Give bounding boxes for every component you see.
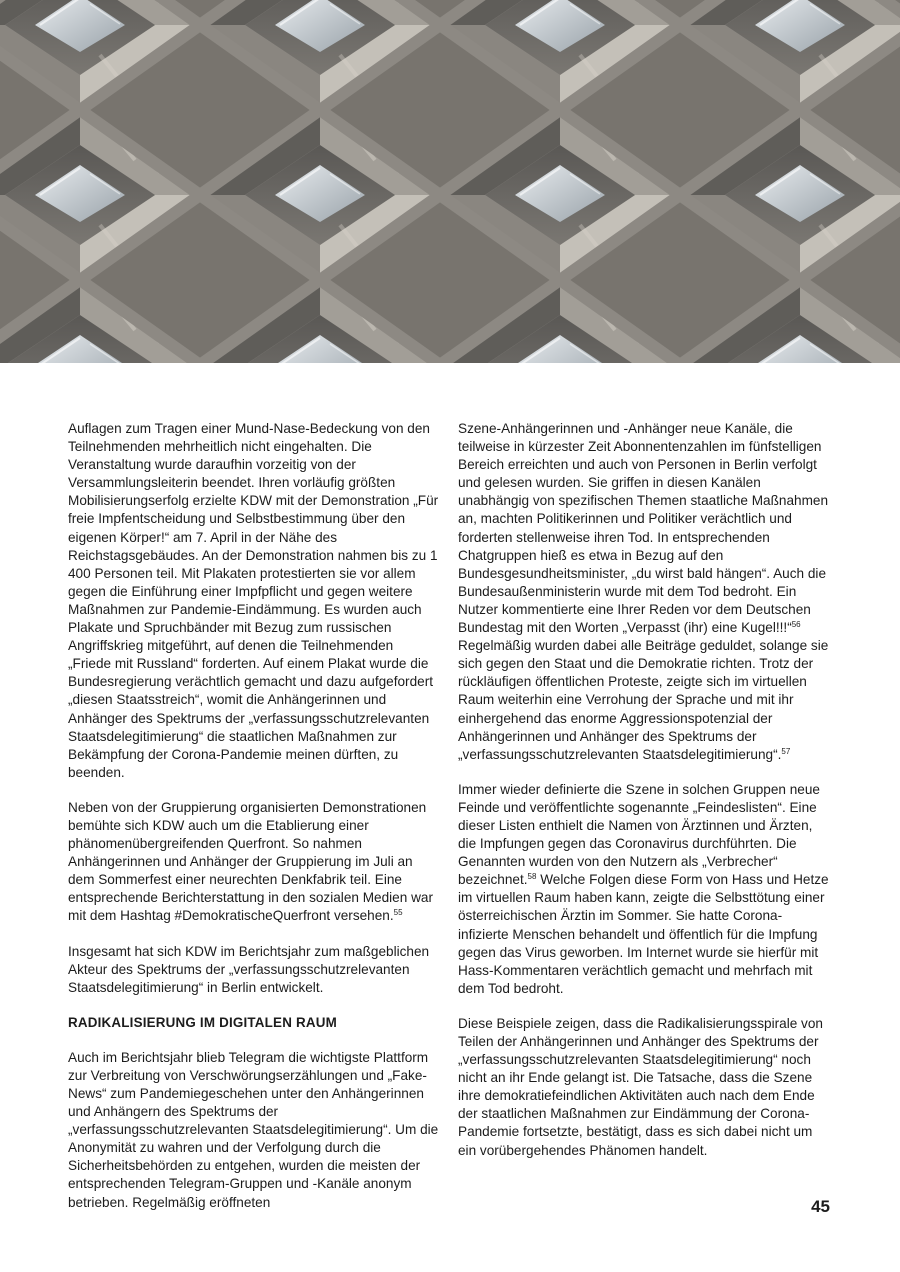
paragraph: Auflagen zum Tragen einer Mund-Nase-Bedeckung von den Teilnehmenden mehrheitlich nicht eingehalten. Die Veranstaltung wurde daraufhin vorzeitig von der Versammlungsleiterin beendet. Ihren vorläufig größten Mobilisierungserfolg erzielte KDW mit der Demonstration „Für freie Impfentscheidung und Selbstbestimmung über den eigenen Körper!“ am 7. April in der Nähe des Reichstagsgebäudes. An der Demonstration nahmen bis zu 1 400 Personen teil. Mit Plakaten protestierten sie vor allem gegen die Einführung einer Impfpflicht und gegen weitere Maßnahmen zur Pandemie-Eindämmung. Es wurden auch Plakate und Spruchbänder mit Bezug zum russischen Angriffskrieg mitgeführt, auf denen die Teilnehmenden „Friede mit Russland“ forderten. Auf einem Plakat wurde die Bundesregierung verächtlich gemacht und dazu aufgefordert „diesen Staatsstreich“, womit die Anhängerinnen und Anhänger des Spektrums der „verfassungsschutzrelevanten Staatsdelegitimierung“ die staatlichen Maßnahmen zur Bekämpfung der Corona-Pandemie meinen dürften, zu beenden.	[68, 421, 439, 780]
page-number: 45	[811, 1197, 830, 1216]
paragraph: Diese Beispiele zeigen, dass die Radikalisierungsspirale von Teilen der Anhängerinnen und Anhänger des Spektrums der „verfassungsschutzrelevanten Staatsdelegitimierung“ noch nicht an ihr Ende gelangt ist. Die Tatsache, dass die Szene ihre demokratiefeindlichen Aktivitäten auch nach dem Ende der staatlichen Maßnahmen zur Eindämmung der Corona-Pandemie fortsetzte, bestätigt, dass es sich dabei nicht um ein vorübergehendes Phänomen handelt.	[458, 1015, 823, 1158]
footnote-ref: 57	[781, 746, 791, 756]
right-column	[458, 420, 830, 1177]
paragraph: Immer wieder definierte die Szene in solchen Gruppen neue Feinde und veröffentlichte sogenannte „Feindeslisten“. Eine dieser Listen enthielt die Namen von Ärztinnen und Ärzten, die Impfungen gegen das Coronavirus durchführten. Die Genannten wurden von den Nutzern als „Verbrecher“ bezeichnet.$^{58}$ Welche Folgen diese Form von Hass und Hetze im virtuellen Raum haben kann, zeigte die Selbsttötung einer österreichischen Ärztin im Sommer. Sie hatte Corona-infizierte Menschen behandelt und öffentlich für die Impfung gegen das Virus geworben. Im Internet wurde sie hierfür mit Hass-Kommentaren verächtlich gemacht und mehrfach mit dem Tod bedroht.	[458, 781, 829, 996]
footnote-ref: 58	[527, 872, 537, 882]
hero-photo	[0, 0, 900, 363]
paragraph: Auch im Berichtsjahr blieb Telegram die wichtigste Plattform zur Verbreitung von Verschwörungserzählungen und „Fake-News“ zum Pandemiegeschehen unter den Anhängerinnen und Anhängern des Spektrums der „verfassungsschutzrelevanten Staatsdelegitimierung“. Um die Anonymität zu wahren und der Verfolgung durch die Sicherheitsbehörden zu entgehen, wurden die meisten der entsprechenden Telegram-Gruppen und -Kanäle anonym betrieben. Regelmäßig eröffneten	[68, 1049, 439, 1210]
footnote-ref: 56	[791, 620, 801, 630]
paragraph: Szene-Anhängerinnen und -Anhänger neue Kanäle, die teilweise in kürzester Zeit Abonnentenzahlen im fünfstelligen Bereich erreichten und auch von Personen in Berlin verfolgt und gelesen wurden. Sie griffen in diesen Kanälen unabhängig von spezifischen Themen staatliche Maßnahmen an, machten Politikerinnen und Politiker verächtlich und forderten stellenweise ihren Tod. In entsprechenden Chatgruppen hieß es etwa in Bezug auf den Bundesgesundheitsminister, „du wirst bald hängen“. Auch die Bundesaußenministerin wurde mit dem Tod bedroht. Ein Nutzer kommentierte eine Ihrer Reden vor dem Deutschen Bundestag mit den Worten „Verpasst (ihr) eine Kugel!!!“$^{56}$ Regelmäßig wurden dabei alle Beiträge geduldet, solange sie sich gegen den Staat und die Demokratie richten. Trotz der rückläufigen öffentlichen Proteste, zeigte sich im virtuellen Raum weiterhin eine Verrohung der Sprache und mit ihr einhergehend das enorme Aggressionspotenzial der Anhängerinnen und Anhänger des Spektrums der „verfassungsschutzrelevanten Staatsdelegitimierung“.$^{57}$	[458, 421, 829, 762]
left-column	[68, 420, 440, 1229]
paragraph: Neben von der Gruppierung organisierten Demonstrationen bemühte sich KDW auch um die Etablierung einer phänomenübergreifenden Querfront. So nahmen Anhängerinnen und Anhänger der Gruppierung im Juli an dem Sommerfest einer neurechten Denkfabrik teil. Eine entsprechende Berichterstattung in den sozialen Medien war mit dem Hashtag #DemokratischeQuerfront versehen.$^{55}$	[68, 799, 433, 924]
concrete-coffered-ceiling-photo	[0, 0, 900, 363]
footnote-ref: 55	[393, 908, 403, 918]
paragraph: Insgesamt hat sich KDW im Berichtsjahr zum maßgeblichen Akteur des Spektrums der „verfassungsschutzrelevanten Staatsdelegitimierung“ in Berlin entwickelt.	[68, 943, 430, 995]
section-heading: RADIKALISIERUNG IM DIGITALEN RAUM	[68, 1014, 337, 1030]
